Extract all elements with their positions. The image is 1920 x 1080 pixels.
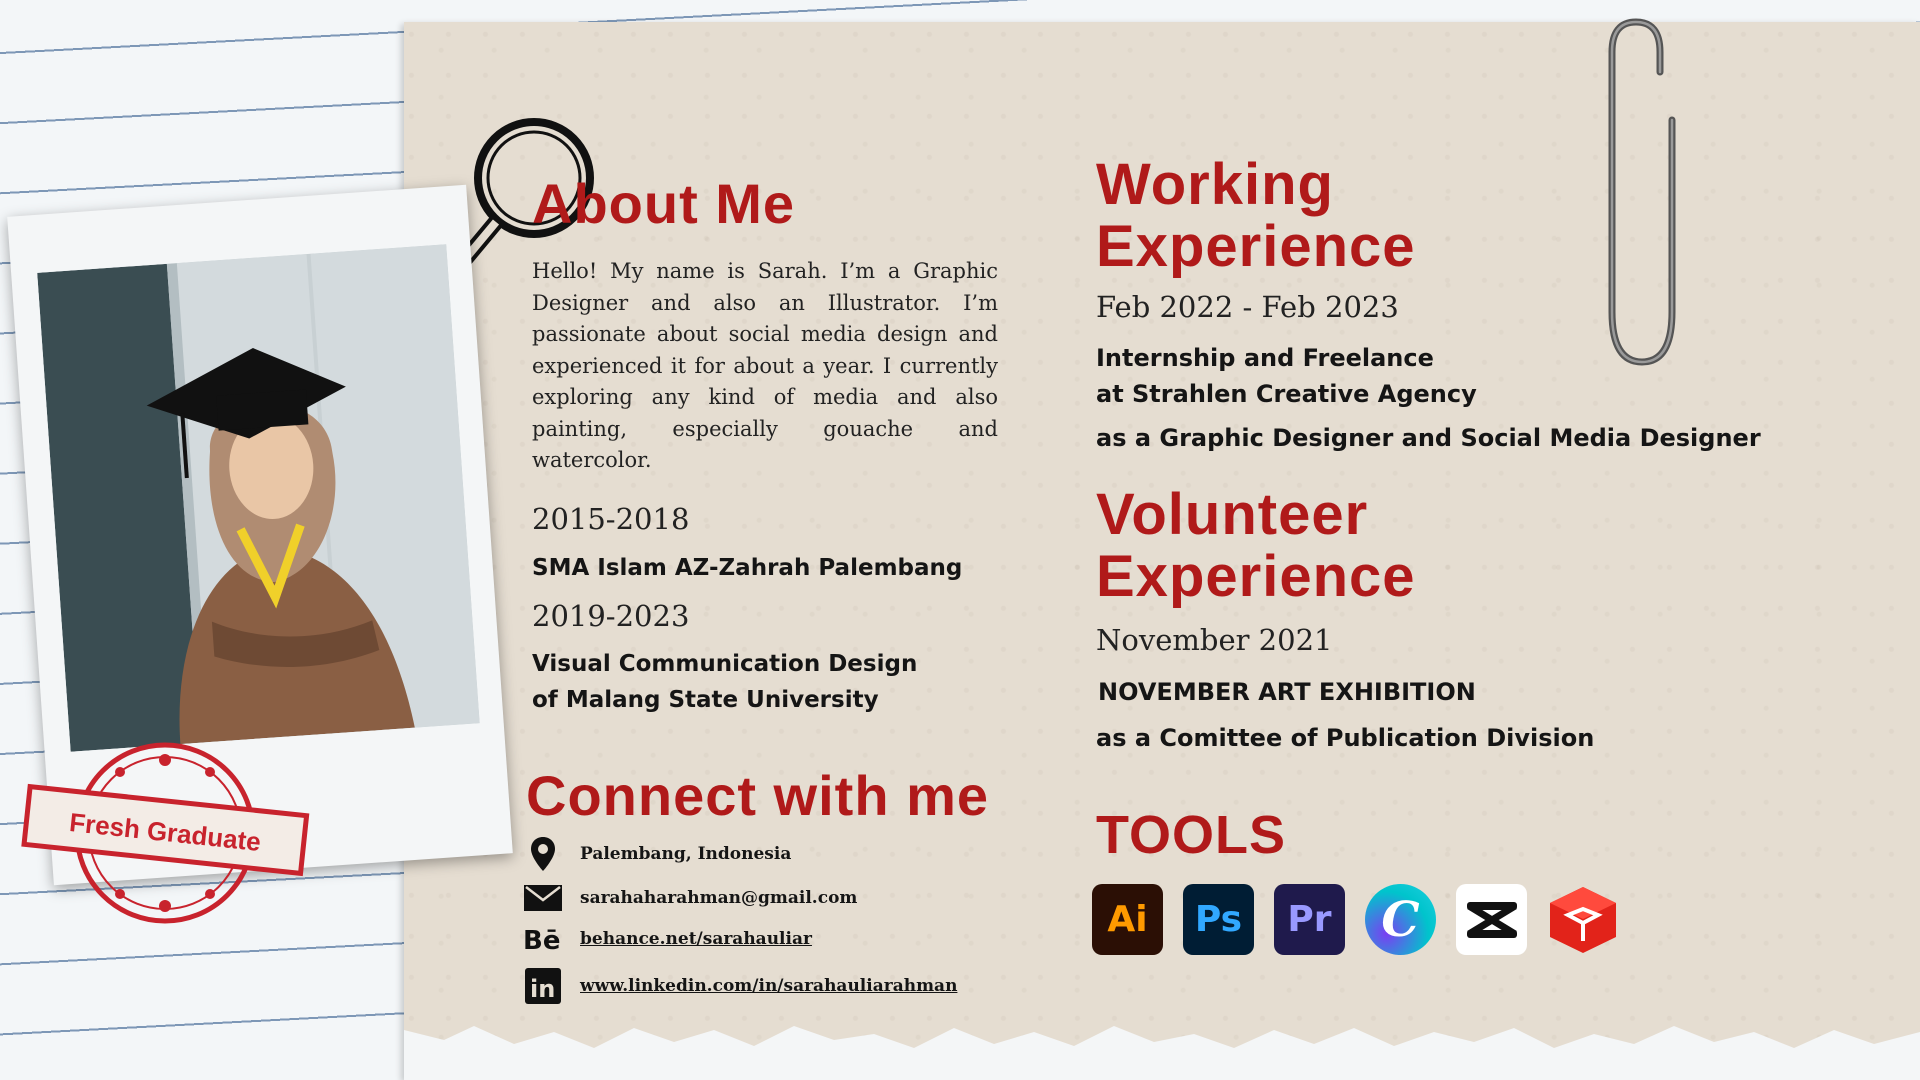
email-icon [522, 880, 564, 916]
work-role: as a Graphic Designer and Social Media Designer [1096, 424, 1761, 452]
working-experience-heading-line-1: Working [1096, 152, 1334, 217]
capcut-icon [1456, 884, 1527, 955]
working-experience-heading-line-2: Experience [1096, 214, 1416, 279]
education-1-school: SMA Islam AZ-Zahrah Palembang [532, 555, 963, 581]
contact-email[interactable] [522, 880, 857, 916]
education-2-school-line-1: Visual Communication Design [532, 651, 918, 677]
contact-location-text: Palembang, Indonesia [580, 844, 792, 864]
work-organization-line-1: Internship and Freelance [1096, 344, 1434, 372]
education-2-school [532, 646, 917, 718]
contact-linkedin[interactable] [522, 968, 957, 1004]
svg-text:Bē: Bē [523, 926, 561, 954]
behance-icon [522, 921, 564, 957]
fresh-graduate-stamp [20, 738, 310, 928]
volunteer-experience-heading-line-2: Experience [1096, 544, 1416, 609]
about-me-heading: About Me [532, 172, 796, 235]
linkedin-link[interactable]: www.linkedin.com/in/sarahauliarahman [580, 976, 958, 996]
education-1-years: 2015-2018 [532, 502, 690, 536]
location-pin-icon [522, 836, 564, 872]
volunteer-experience-heading [1096, 484, 1416, 608]
contact-location [522, 836, 791, 872]
volunteer-date: November 2021 [1096, 623, 1333, 657]
premiere-icon: Pr [1274, 884, 1345, 955]
tools-list [1092, 884, 1618, 955]
work-organization [1096, 340, 1477, 412]
volunteer-event: NOVEMBER ART EXHIBITION [1098, 678, 1476, 706]
education-2-years: 2019-2023 [532, 599, 690, 633]
stamp-text: Fresh Graduate [67, 807, 263, 857]
torn-paper-edge [404, 1018, 1920, 1080]
tools-heading: TOOLS [1096, 805, 1287, 865]
about-me-text: Hello! My name is Sarah. I’m a Graphic Designer and also an Illustrator. I’m passionate about social media design and experienced it for about a year. I currently exploring any kind of media and also painting, especially gouache and watercolor. [532, 259, 998, 472]
work-organization-line-2: at Strahlen Creative Agency [1096, 380, 1477, 408]
working-experience-heading [1096, 154, 1416, 278]
sketchup-icon [1547, 884, 1618, 955]
contact-behance[interactable] [522, 921, 812, 957]
work-date: Feb 2022 - Feb 2023 [1096, 290, 1399, 324]
svg-text:in: in [530, 975, 556, 1003]
canva-icon: C [1365, 884, 1436, 955]
photoshop-icon: Ps [1183, 884, 1254, 955]
volunteer-experience-heading-line-1: Volunteer [1096, 482, 1369, 547]
education-2-school-line-2: of Malang State University [532, 687, 879, 713]
connect-heading: Connect with me [526, 764, 990, 827]
volunteer-role: as a Comittee of Publication Division [1096, 724, 1595, 752]
illustrator-icon: Ai [1092, 884, 1163, 955]
behance-link[interactable]: behance.net/sarahauliar [580, 929, 812, 949]
contact-email-text[interactable]: sarahaharahman@gmail.com [580, 888, 858, 908]
profile-photo [37, 244, 479, 751]
linkedin-icon [522, 968, 564, 1004]
paperclip-icon [1590, 12, 1700, 372]
